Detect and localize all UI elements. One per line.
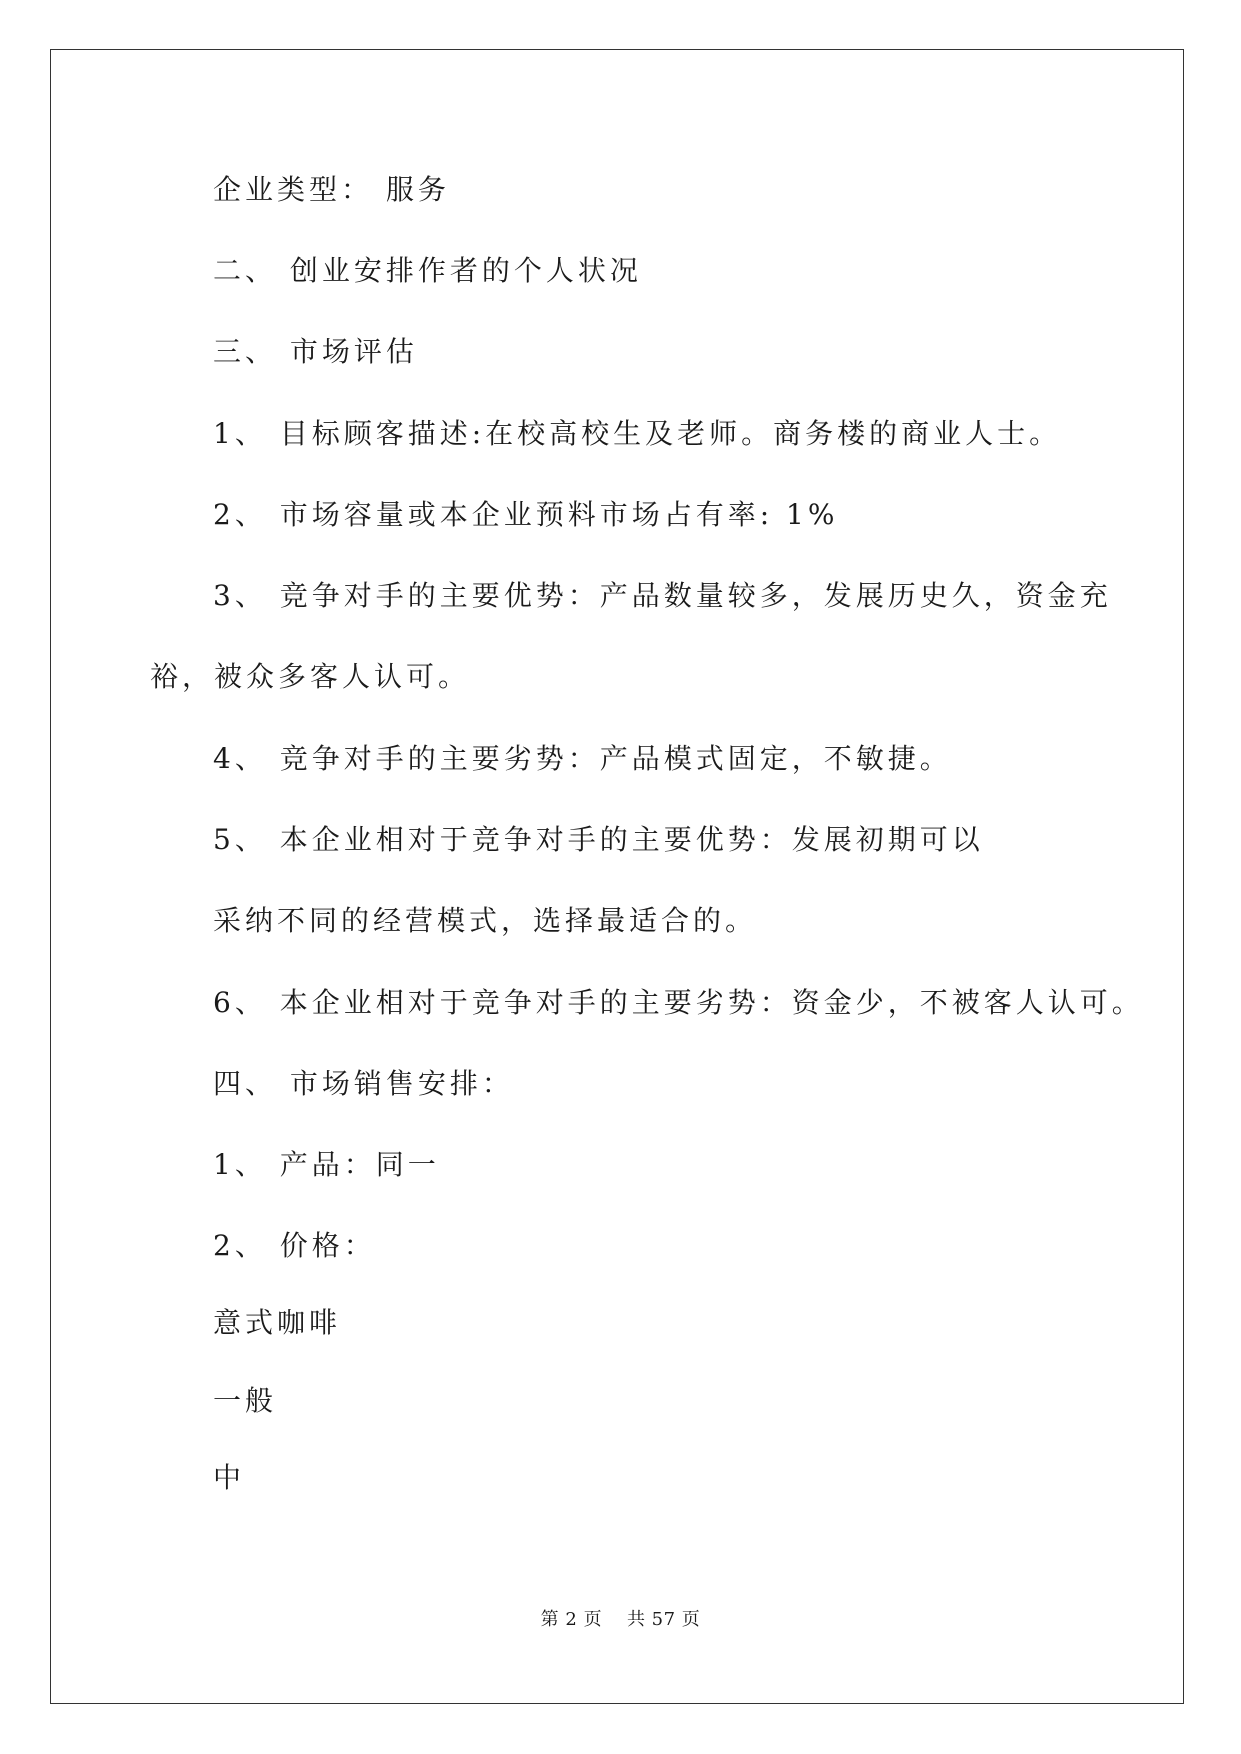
page-number-footer: 第 2 页 共 57 页	[540, 1609, 701, 1630]
text-line-enterprise-type: 企业类型： 服务	[213, 173, 450, 206]
text-line-espresso: 意式咖啡	[213, 1306, 342, 1339]
text-line-medium: 中	[213, 1461, 246, 1494]
list-item-own-strengths: 5、 本企业相对于竞争对手的主要优势：发展初期可以	[213, 823, 984, 856]
list-item-competitor-strengths-cont: 裕，被众多客人认可。	[150, 660, 471, 693]
list-item-market-share: 2、 市场容量或本企业预料市场占有率: 1%	[213, 498, 839, 531]
heading-section-three: 三、 市场评估	[213, 335, 418, 368]
list-item-own-strengths-cont: 采纳不同的经营模式，选择最适合的。	[213, 904, 758, 937]
heading-section-two: 二、 创业安排作者的个人状况	[213, 254, 642, 287]
list-item-competitor-weaknesses: 4、 竞争对手的主要劣势：产品模式固定，不敏捷。	[213, 742, 952, 775]
list-item-competitor-strengths: 3、 竞争对手的主要优势：产品数量较多，发展历史久，资金充	[213, 579, 1112, 612]
page-border	[50, 49, 1184, 1704]
list-item-product: 1、 产品：同一	[213, 1148, 440, 1181]
list-item-target-customers: 1、 目标顾客描述:在校高校生及老师。商务楼的商业人士。	[213, 417, 1062, 450]
list-item-price: 2、 价格：	[213, 1229, 376, 1262]
text-line-regular: 一般	[213, 1384, 278, 1417]
list-item-own-weaknesses: 6、 本企业相对于竞争对手的主要劣势：资金少，不被客人认可。	[213, 986, 1144, 1019]
heading-section-four: 四、 市场销售安排：	[213, 1067, 514, 1100]
